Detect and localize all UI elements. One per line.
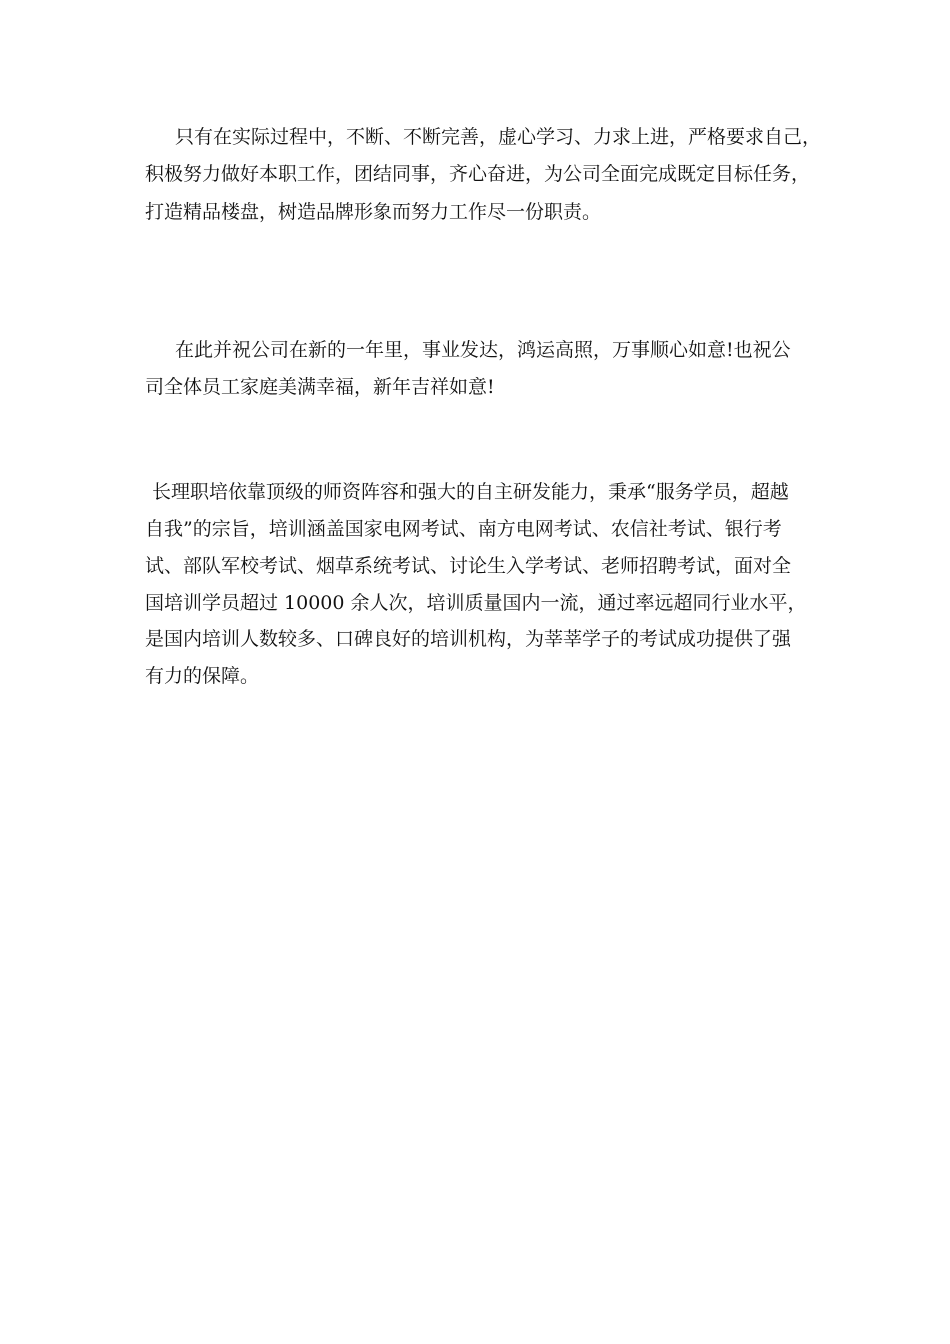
paragraph-3-line-5: 是国内培训人数较多、口碑良好的培训机构，为莘莘学子的考试成功提供了强: [145, 628, 792, 650]
paragraph-1-line-2: 积极努力做好本职工作，团结同事，齐心奋进，为公司全面完成既定目标任务，: [145, 163, 811, 185]
paragraph-3-line-2: 自我”的宗旨，培训涵盖国家电网考试、南方电网考试、农信社考试、银行考: [145, 518, 782, 540]
paragraph-1-line-3: 打造精品楼盘，树造品牌形象而努力工作尽一份职责。: [145, 201, 602, 223]
paragraph-3-line-6: 有力的保障。: [145, 665, 260, 687]
paragraph-3-line-3: 试、部队军校考试、烟草系统考试、讨论生入学考试、老师招聘考试，面对全: [145, 555, 792, 577]
paragraph-2-line-1: 在此并祝公司在新的一年里，事业发达，鸿运高照，万事顺心如意!也祝公: [175, 339, 791, 361]
paragraph-3-line-4: 国培训学员超过 10000 余人次，培训质量国内一流，通过率远超同行业水平，: [145, 592, 807, 614]
paragraph-3-line-1: 长理职培依靠顶级的师资阵容和强大的自主研发能力，秉承“服务学员，超越: [152, 481, 789, 503]
paragraph-2-line-2: 司全体员工家庭美满幸福，新年吉祥如意!: [145, 376, 495, 398]
paragraph-1-line-1: 只有在实际过程中，不断、不断完善，虚心学习、力求上进，严格要求自己，: [175, 126, 822, 148]
